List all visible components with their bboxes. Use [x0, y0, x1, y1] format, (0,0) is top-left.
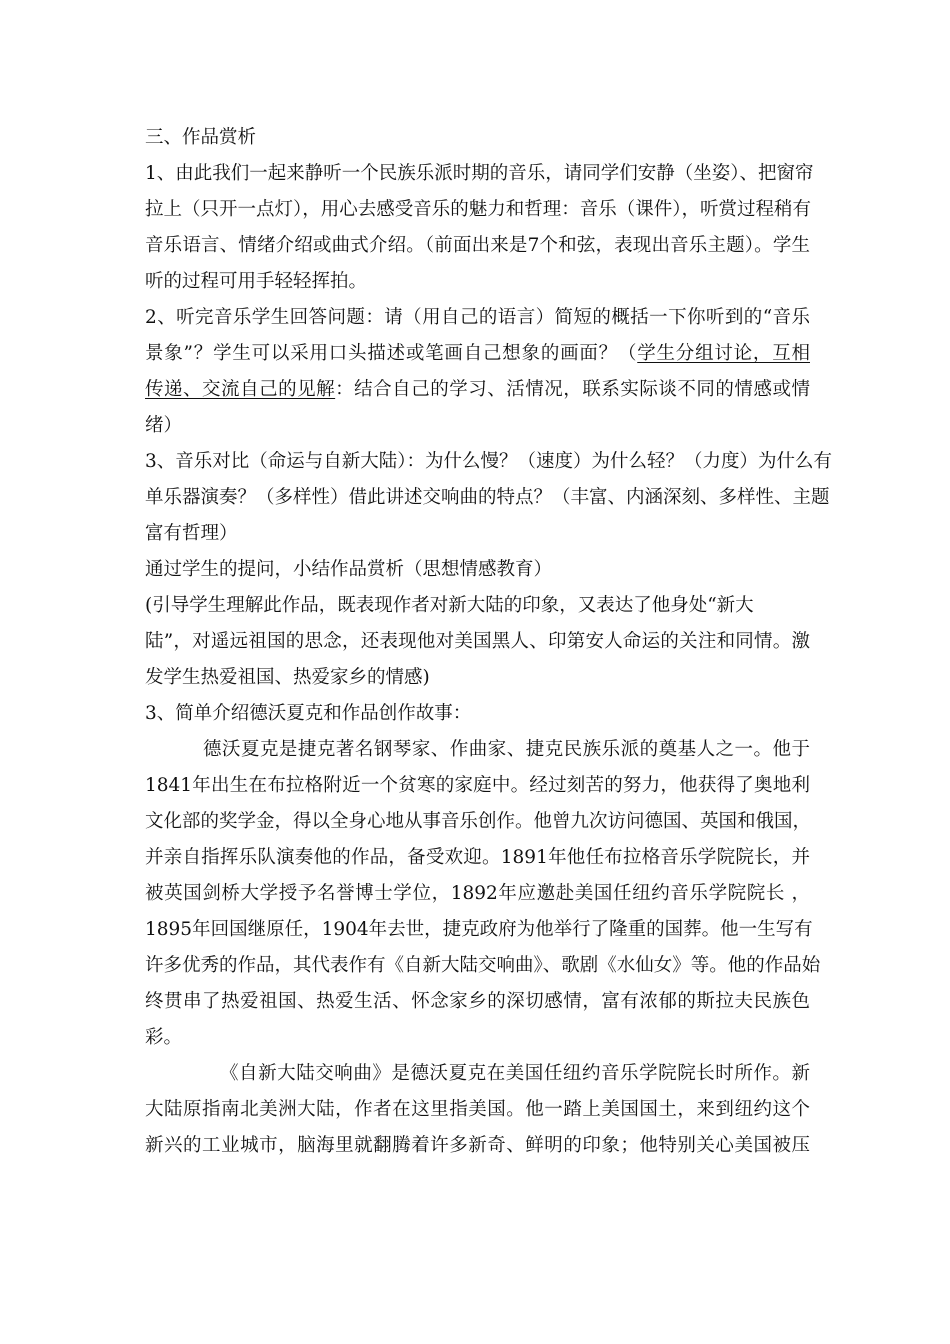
- underlined-text: 传递、交流自己的见解: [145, 379, 336, 400]
- text-line: 文化部的奖学金，得以全身心地从事音乐创作。他曾九次访问德国、英国和俄国，: [145, 811, 812, 832]
- text-line: 《自新大陆交响曲》是德沃夏克在美国任纽约音乐学院院长时所作。新: [220, 1063, 810, 1084]
- text-line: 1841年出生在布拉格附近一个贫寒的家庭中。经过刻苦的努力，他获得了奥地利: [145, 775, 810, 796]
- text-line: (引导学生理解此作品，既表现作者对新大陆的印象，又表达了他身处“新大: [145, 595, 754, 616]
- underlined-text: 学生分组讨论，互相: [637, 343, 810, 364]
- text-line: 2、听完音乐学生回答问题：请（用自己的语言）简短的概括一下你听到的“音乐: [145, 307, 810, 328]
- text-line: 听的过程可用手轻轻挥拍。: [145, 271, 368, 292]
- text-line: 被英国剑桥大学授予名誉博士学位，1892年应邀赴美国任纽约音乐学院院长 ，: [145, 883, 810, 904]
- text-line: [145, 336, 810, 372]
- text-line: 新兴的工业城市，脑海里就翻腾着许多新奇、鲜明的印象；他特别关心美国被压: [145, 1135, 810, 1156]
- text-line: [145, 372, 810, 408]
- text-line: 大陆原指南北美洲大陆，作者在这里指美国。他一踏上美国国土，来到纽约这个: [145, 1099, 810, 1120]
- text-line: 1895年回国继原任，1904年去世，捷克政府为他举行了隆重的国葬。他一生写有: [145, 919, 813, 940]
- text-line: 并亲自指挥乐队演奏他的作品，备受欢迎。1891年他任布拉格音乐学院院长，并: [145, 847, 810, 868]
- text-line: 发学生热爱祖国、热爱家乡的情感): [145, 667, 430, 688]
- text-line: 终贯串了热爱祖国、热爱生活、怀念家乡的深切感情，富有浓郁的斯拉夫民族色: [145, 991, 810, 1012]
- text-line: 许多优秀的作品，其代表作有《自新大陆交响曲》、歌剧《水仙女》等。他的作品始: [145, 955, 821, 976]
- text-line: 彩。: [145, 1027, 183, 1048]
- text-line: 单乐器演奏？（多样性）借此讲述交响曲的特点？（丰富、内涵深刻、多样性、主题: [145, 487, 830, 508]
- text-line: 3、音乐对比（命运与自新大陆）：为什么慢？（速度）为什么轻？（力度）为什么有: [145, 451, 833, 472]
- document-body: [145, 120, 833, 1164]
- text-line: 通过学生的提问，小结作品赏析（思想情感教育）: [145, 559, 553, 580]
- section-heading: 三、作品赏析: [145, 127, 257, 148]
- text-line: 富有哲理）: [145, 523, 238, 544]
- text-line: 绪）: [145, 415, 183, 436]
- text-line: 拉上（只开一点灯），用心去感受音乐的魅力和哲理：音乐（课件），听赏过程稍有: [145, 199, 812, 220]
- text-line: 音乐语言、情绪介绍或曲式介绍。（前面出来是7个和弦，表现出音乐主题）。学生: [145, 235, 810, 256]
- text-run: ：结合自己的学习、活情况，联系实际谈不同的情感或情: [335, 379, 810, 400]
- text-line: 3、简单介绍德沃夏克和作品创作故事：: [145, 703, 472, 724]
- text-line: 陆”，对遥远祖国的思念，还表现他对美国黑人、印第安人命运的关注和同情。激: [145, 631, 810, 652]
- text-run: 景象”？学生可以采用口头描述或笔画自己想象的画面？（: [145, 343, 638, 364]
- text-line: 1、由此我们一起来静听一个民族乐派时期的音乐，请同学们安静（坐姿）、把窗帘: [145, 163, 814, 184]
- text-line: 德沃夏克是捷克著名钢琴家、作曲家、捷克民族乐派的奠基人之一。他于: [203, 739, 810, 760]
